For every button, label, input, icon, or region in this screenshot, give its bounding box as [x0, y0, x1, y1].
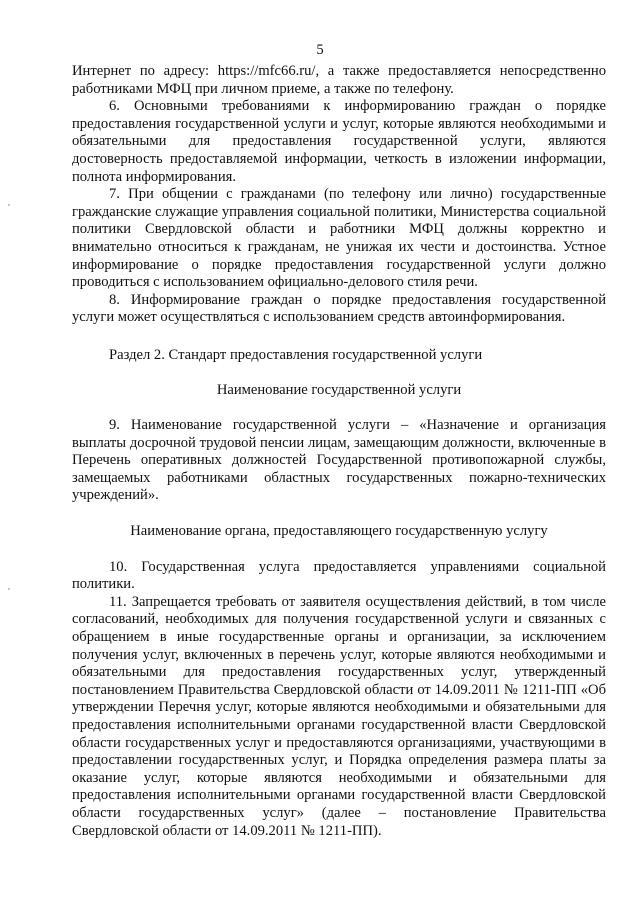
document-body: [72, 63, 606, 840]
paragraph-8: 8. Информирование граждан о порядке предоставления государственной услуги может осуществляться с использованием средств автоинформирования.: [72, 291, 606, 326]
margin-mark: [8, 204, 10, 206]
paragraph-10: 10. Государственная услуга предоставляется управлениями социальной политики.: [72, 558, 606, 593]
heading-service-name: Наименование государственной услуги: [216, 381, 462, 398]
paragraph-7: 7. При общении с гражданами (по телефону или лично) государственные гражданские служащие управления социальной политики, Министерства социальной политики Свердловской области и работники МФЦ должны корректно и внимательно относиться к гражданам, не унижая их чести и достоинства. Устное информирование о порядке предоставления государственной услуги должно проводиться с использованием официально-делового стиля речи.: [72, 186, 606, 291]
margin-mark: [8, 588, 10, 590]
paragraph-11: 11. Запрещается требовать от заявителя осуществления действий, в том числе согласований, необходимых для получения государственной услуги и связанных с обращением в иные государственные органы и организации, за исключением получения услуг, включенных в перечень услуг, которые являются необходимыми и обязательными для предоставления государственных услуг, утвержденный постановлением Правительства Свердловской области от 14.09.2011 № 1211-ПП «Об утверждении Перечня услуг, которые являются необходимыми и обязательными для предоставления исполнительными органами государственной власти Свердловской области государственных услуг и предоставляются организациями, участвующими в предоставлении государственных услуг, и Порядка определения размера платы за оказание услуг, которые являются необходимыми и обязательными для предоставления исполнительными органами государственной власти Свердловской области государственных услуг» (далее – постановление Правительства Свердловской области от 14.09.2011 № 1211-ПП).: [72, 593, 606, 839]
paragraph-6: 6. Основными требованиями к информированию граждан о порядке предоставления государственной услуги и услуг, которые являются необходимыми и обязательными для предоставления государственной услуги, являются достоверность предоставляемой информации, четкость в изложении информации, полнота информирования.: [72, 98, 606, 185]
heading-authority: Наименование органа, предоставляющего государственную услугу: [130, 523, 548, 540]
paragraph-intro: Интернет по адресу: https://mfc66.ru/, а также предоставляется непосредственно работниками МФЦ при личном приеме, а также по телефону.: [72, 63, 606, 97]
paragraph-9: 9. Наименование государственной услуги – «Назначение и организация выплаты досрочной трудовой пенсии лицам, замещающим должности, включенные в Перечень оперативных должностей Государственной противопожарной службы, замещаемых работниками областных государственных пожарно-технических учреждений».: [72, 417, 606, 504]
page-number: 5: [316, 42, 324, 58]
section-2-heading: Раздел 2. Стандарт предоставления государственной услуги: [109, 346, 483, 363]
